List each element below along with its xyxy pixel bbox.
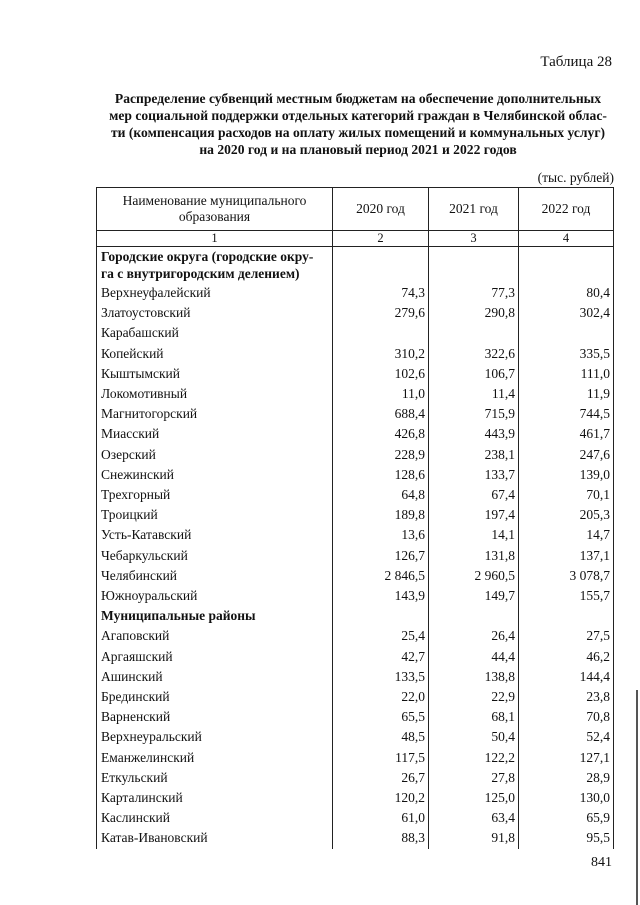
value-2021: 26,4 [429, 626, 519, 646]
column-number: 2 [333, 231, 429, 247]
value-2020: 64,8 [333, 485, 429, 505]
section-title: Муниципальные районы [97, 606, 333, 626]
value-2021: 238,1 [429, 445, 519, 465]
value-2020 [333, 606, 429, 626]
value-2021: 68,1 [429, 707, 519, 727]
value-2022: 14,7 [519, 525, 614, 545]
table-row [97, 626, 614, 646]
header-row [97, 188, 614, 231]
value-2021: 131,8 [429, 546, 519, 566]
municipality-name: Локомотивный [97, 384, 333, 404]
value-2021: 77,3 [429, 283, 519, 303]
header-2020: 2020 год [333, 188, 429, 231]
municipality-name: Снежинский [97, 465, 333, 485]
value-2021 [429, 323, 519, 343]
value-2020: 65,5 [333, 707, 429, 727]
value-2020: 88,3 [333, 828, 429, 848]
section-title-line: Городские округа (городские окру- [101, 249, 314, 264]
municipality-name: Чебаркульский [97, 546, 333, 566]
table-row [97, 707, 614, 727]
table-caption [96, 90, 620, 158]
municipality-name: Еманжелинский [97, 748, 333, 768]
value-2022: 28,9 [519, 768, 614, 788]
value-2021: 138,8 [429, 667, 519, 687]
value-2020: 128,6 [333, 465, 429, 485]
value-2021: 44,4 [429, 647, 519, 667]
municipality-name: Южноуральский [97, 586, 333, 606]
value-2021: 67,4 [429, 485, 519, 505]
table-row [97, 667, 614, 687]
page-number: 841 [591, 855, 612, 870]
value-2021: 22,9 [429, 687, 519, 707]
value-2021: 63,4 [429, 808, 519, 828]
municipality-name: Агаповский [97, 626, 333, 646]
value-2022: 139,0 [519, 465, 614, 485]
table-row [97, 445, 614, 465]
value-2021: 125,0 [429, 788, 519, 808]
table-row [97, 566, 614, 586]
value-2022: 111,0 [519, 364, 614, 384]
table-row [97, 525, 614, 545]
value-2020: 11,0 [333, 384, 429, 404]
value-2021: 133,7 [429, 465, 519, 485]
municipality-name: Карталинский [97, 788, 333, 808]
caption-line: мер социальной поддержки отдельных категорий граждан в Челябинской облас- [109, 108, 607, 123]
table-row [97, 364, 614, 384]
value-2020: 74,3 [333, 283, 429, 303]
value-2020: 48,5 [333, 727, 429, 747]
value-2022: 744,5 [519, 404, 614, 424]
value-2020: 42,7 [333, 647, 429, 667]
value-2021: 122,2 [429, 748, 519, 768]
value-2022: 23,8 [519, 687, 614, 707]
table-row [97, 384, 614, 404]
value-2022: 302,4 [519, 303, 614, 323]
value-2022: 46,2 [519, 647, 614, 667]
table-row [97, 424, 614, 444]
municipality-name: Каслинский [97, 808, 333, 828]
header-name: Наименование муниципального образования [97, 188, 333, 231]
table-row [97, 344, 614, 364]
subsidy-table [96, 187, 614, 849]
value-2021: 2 960,5 [429, 566, 519, 586]
value-2020: 143,9 [333, 586, 429, 606]
value-2021: 106,7 [429, 364, 519, 384]
value-2021: 322,6 [429, 344, 519, 364]
table-row [97, 505, 614, 525]
table-row [97, 687, 614, 707]
table-row [97, 808, 614, 828]
municipality-name: Трехгорный [97, 485, 333, 505]
value-2022 [519, 606, 614, 626]
value-2020: 426,8 [333, 424, 429, 444]
header-2022: 2022 год [519, 188, 614, 231]
municipality-name: Челябинский [97, 566, 333, 586]
value-2022 [519, 323, 614, 343]
municipality-name: Ашинский [97, 667, 333, 687]
column-number: 1 [97, 231, 333, 247]
caption-line: на 2020 год и на плановый период 2021 и 2022 годов [199, 142, 517, 157]
value-2020: 310,2 [333, 344, 429, 364]
value-2020: 279,6 [333, 303, 429, 323]
municipality-name: Карабашский [97, 323, 333, 343]
municipality-name: Варненский [97, 707, 333, 727]
municipality-name: Катав-Ивановский [97, 828, 333, 848]
municipality-name: Магнитогорский [97, 404, 333, 424]
column-number: 3 [429, 231, 519, 247]
value-2020: 126,7 [333, 546, 429, 566]
value-2021: 715,9 [429, 404, 519, 424]
municipality-name: Верхнеуральский [97, 727, 333, 747]
table-row [97, 404, 614, 424]
value-2022: 3 078,7 [519, 566, 614, 586]
table-row [97, 727, 614, 747]
header-2021: 2021 год [429, 188, 519, 231]
municipality-name: Верхнеуфалейский [97, 283, 333, 303]
value-2020 [333, 323, 429, 343]
table-row [97, 283, 614, 303]
value-2022: 144,4 [519, 667, 614, 687]
value-2022: 95,5 [519, 828, 614, 848]
value-2020: 102,6 [333, 364, 429, 384]
value-2020: 688,4 [333, 404, 429, 424]
value-2020: 189,8 [333, 505, 429, 525]
value-2022: 130,0 [519, 788, 614, 808]
table-row [97, 788, 614, 808]
value-2020: 228,9 [333, 445, 429, 465]
table-row [97, 586, 614, 606]
value-2020: 133,5 [333, 667, 429, 687]
value-2022: 11,9 [519, 384, 614, 404]
scan-edge-line [636, 690, 638, 905]
value-2021: 14,1 [429, 525, 519, 545]
value-2020: 26,7 [333, 768, 429, 788]
table-row [97, 748, 614, 768]
units-label: (тыс. рублей) [537, 170, 614, 185]
value-2022: 27,5 [519, 626, 614, 646]
table-row [97, 303, 614, 323]
municipality-name: Миасский [97, 424, 333, 444]
value-2022: 247,6 [519, 445, 614, 465]
municipality-name: Кыштымский [97, 364, 333, 384]
value-2022: 70,1 [519, 485, 614, 505]
value-2021: 443,9 [429, 424, 519, 444]
table-row [97, 465, 614, 485]
caption-line: ти (компенсация расходов на оплату жилых помещений и коммунальных услуг) [110, 125, 606, 140]
value-2022: 65,9 [519, 808, 614, 828]
table-number: Таблица 28 [540, 54, 612, 70]
caption-line: Распределение субвенций местным бюджетам на обеспечение дополнительных [114, 91, 602, 106]
value-2022: 461,7 [519, 424, 614, 444]
section-row-municipal-districts [97, 606, 614, 626]
value-2021: 149,7 [429, 586, 519, 606]
section-row-urban-districts [97, 247, 614, 284]
value-2021: 91,8 [429, 828, 519, 848]
municipality-name: Аргаяшский [97, 647, 333, 667]
value-2020: 2 846,5 [333, 566, 429, 586]
value-2022: 335,5 [519, 344, 614, 364]
municipality-name: Усть-Катавский [97, 525, 333, 545]
municipality-name: Троицкий [97, 505, 333, 525]
value-2020: 13,6 [333, 525, 429, 545]
value-2021: 50,4 [429, 727, 519, 747]
table-row [97, 828, 614, 848]
value-2022: 205,3 [519, 505, 614, 525]
column-number-row [97, 231, 614, 247]
value-2020: 25,4 [333, 626, 429, 646]
value-2021: 11,4 [429, 384, 519, 404]
section-title-line: га с внутригородским делением) [101, 266, 300, 281]
value-2020: 22,0 [333, 687, 429, 707]
municipality-name: Озерский [97, 445, 333, 465]
value-2020: 117,5 [333, 748, 429, 768]
value-2022: 137,1 [519, 546, 614, 566]
value-2022: 155,7 [519, 586, 614, 606]
value-2022: 52,4 [519, 727, 614, 747]
value-2021: 197,4 [429, 505, 519, 525]
value-2022: 70,8 [519, 707, 614, 727]
table-row [97, 485, 614, 505]
value-2022: 127,1 [519, 748, 614, 768]
value-2022: 80,4 [519, 283, 614, 303]
column-number: 4 [519, 231, 614, 247]
value-2020: 120,2 [333, 788, 429, 808]
value-2021: 290,8 [429, 303, 519, 323]
municipality-name: Копейский [97, 344, 333, 364]
value-2021 [429, 606, 519, 626]
municipality-name: Брединский [97, 687, 333, 707]
section-title [97, 247, 333, 284]
value-2021: 27,8 [429, 768, 519, 788]
table-row [97, 323, 614, 343]
table-row [97, 768, 614, 788]
table-row [97, 546, 614, 566]
municipality-name: Еткульский [97, 768, 333, 788]
municipality-name: Златоустовский [97, 303, 333, 323]
table-row [97, 647, 614, 667]
value-2020: 61,0 [333, 808, 429, 828]
